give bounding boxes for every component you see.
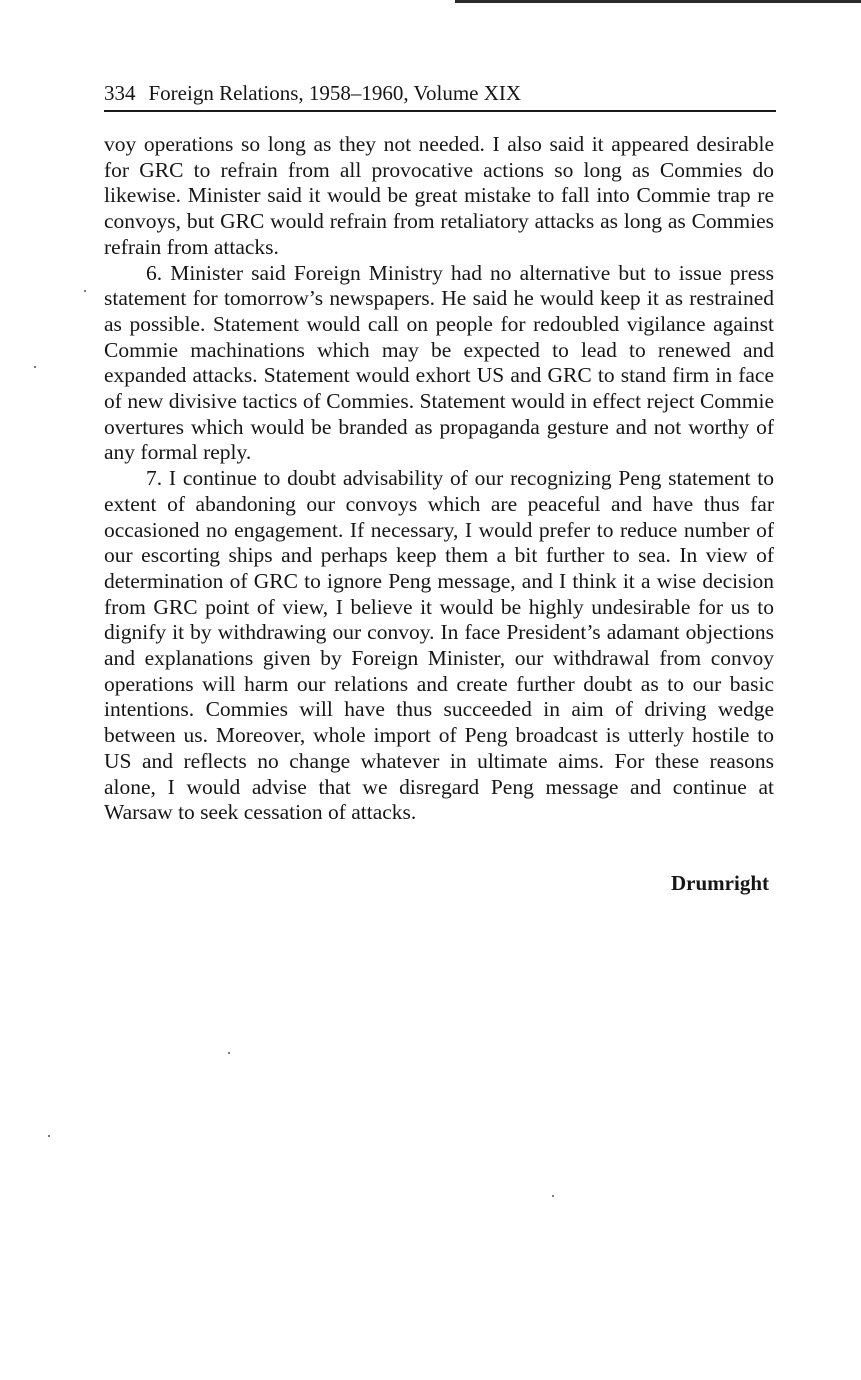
- scan-speck: [34, 366, 36, 368]
- volume-title: Foreign Relations, 1958–1960, Volume XIX: [148, 81, 522, 105]
- paragraph-6: 6. Minister said Foreign Ministry had no alternative but to issue press statement for tomorrow’s newspapers. He said he would keep it as restrained as possible. Statement would call on people for redoubled vigilance against Commie machinations which may be expected to lead to renewed and expanded attacks. Statement would exhort US and GRC to stand firm in face of new divisive tactics of Commies. Statement would in effect reject Commie overtures which would be branded as propaganda gesture and not worthy of any formal reply.: [104, 260, 774, 465]
- signature: Drumright: [671, 871, 769, 895]
- document-body: [104, 132, 774, 826]
- scan-speck: [84, 290, 86, 292]
- page-edge-line: [455, 0, 861, 3]
- running-head: [104, 78, 776, 108]
- scan-speck: [552, 1195, 554, 1197]
- paragraph-7: 7. I continue to doubt advisability of our recognizing Peng statement to extent of abandoning our convoys which are peaceful and have thus far occasioned no engagement. If necessary, I would prefer to reduce number of our escorting ships and perhaps keep them a bit further to sea. In view of determination of GRC to ignore Peng message, and I think it a wise decision from GRC point of view, I believe it would be highly undesirable for us to dignify it by withdrawing our convoy. In face President’s adamant objections and explanations given by Foreign Minister, our withdrawal from convoy operations will harm our relations and create further doubt as to our basic intentions. Commies will have thus succeeded in aim of driving wedge between us. Moreover, whole import of Peng broadcast is utterly hostile to US and reflects no change whatever in ultimate aims. For these reasons alone, I would advise that we disregard Peng message and continue at Warsaw to seek cessation of attacks.: [104, 466, 774, 825]
- header-rule: [104, 110, 776, 112]
- paragraph-continuation: voy operations so long as they not needed. I also said it appeared desirable for GRC to refrain from all provocative actions so long as Commies do likewise. Minister said it would be great mistake to fall into Commie trap re convoys, but GRC would refrain from retaliatory attacks as long as Commies refrain from attacks.: [104, 132, 774, 259]
- scan-speck: [228, 1052, 230, 1054]
- scan-speck: [48, 1135, 50, 1137]
- page-number: 334: [104, 81, 136, 105]
